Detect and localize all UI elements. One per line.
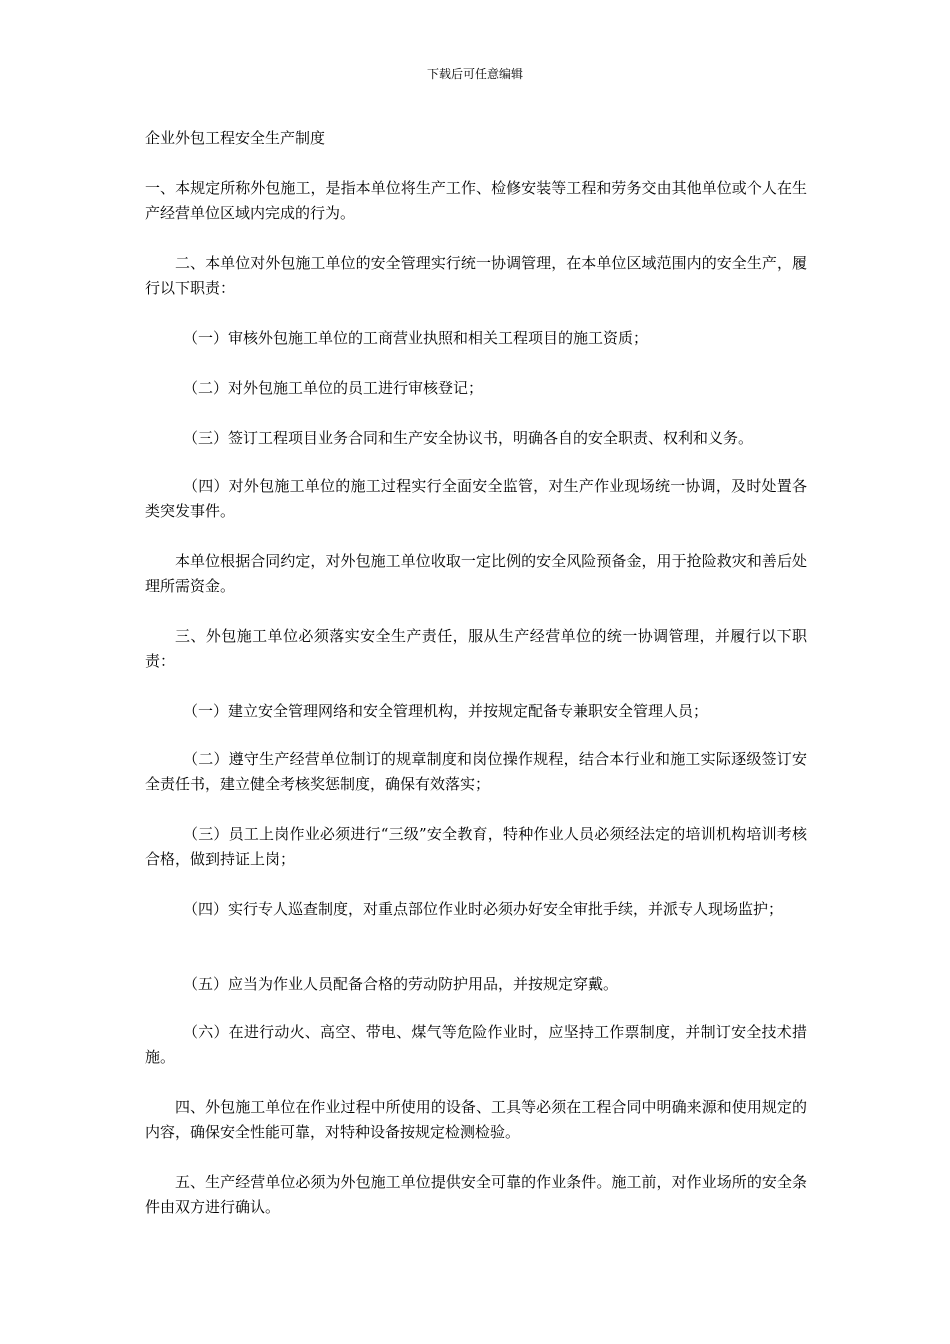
- section-3-paragraph: 三、外包施工单位必须落实安全生产责任，服从生产经营单位的统一协调管理，并履行以下职责：: [145, 627, 807, 670]
- section-2-item-2: （二）对外包施工单位的员工进行审核登记；: [183, 379, 484, 397]
- section-3-item-2: （二）遵守生产经营单位制订的规章制度和岗位操作规程，结合本行业和施工实际逐级签订安全责任书，建立健全考核奖惩制度，确保有效落实；: [145, 750, 807, 793]
- section-2-item-3: （三）签订工程项目业务合同和生产安全协议书，明确各自的安全职责、权利和义务。: [183, 429, 754, 447]
- risk-reserve-paragraph: 本单位根据合同约定，对外包施工单位收取一定比例的安全风险预备金，用于抢险救灾和善后处理所需资金。: [145, 552, 807, 595]
- section-4-paragraph: 四、外包施工单位在作业过程中所使用的设备、工具等必须在工程合同中明确来源和使用规定的内容，确保安全性能可靠，对特种设备按规定检测检验。: [145, 1098, 807, 1141]
- section-2-paragraph: 二、本单位对外包施工单位的安全管理实行统一协调管理，在本单位区域范围内的安全生产，履行以下职责：: [145, 254, 807, 297]
- page-title: 企业外包工程安全生产制度: [145, 129, 326, 147]
- section-3-item-4: （四）实行专人巡查制度，对重点部位作业时必须办好安全审批手续，并派专人现场监护；: [183, 900, 784, 918]
- section-2-item-1: （一）审核外包施工单位的工商营业执照和相关工程项目的施工资质；: [183, 329, 649, 347]
- header-note: 下载后可任意编辑: [426, 67, 523, 81]
- section-1-paragraph: 一、本规定所称外包施工，是指本单位将生产工作、检修安装等工程和劳务交由其他单位或个人在生产经营单位区域内完成的行为。: [145, 179, 807, 222]
- section-3-item-1: （一）建立安全管理网络和安全管理机构，并按规定配备专兼职安全管理人员；: [183, 702, 709, 720]
- section-5-paragraph: 五、生产经营单位必须为外包施工单位提供安全可靠的作业条件。施工前，对作业场所的安全条件由双方进行确认。: [145, 1173, 807, 1216]
- section-3-item-3: （三）员工上岗作业必须进行“三级”安全教育，特种作业人员必须经法定的培训机构培训考核合格，做到持证上岗；: [145, 825, 807, 868]
- section-3-item-5: （五）应当为作业人员配备合格的劳动防护用品，并按规定穿戴。: [183, 975, 619, 993]
- section-3-item-6: （六）在进行动火、高空、带电、煤气等危险作业时，应坚持工作票制度，并制订安全技术措施。: [145, 1023, 807, 1066]
- section-2-item-4: （四）对外包施工单位的施工过程实行全面安全监管，对生产作业现场统一协调，及时处置各类突发事件。: [145, 477, 807, 520]
